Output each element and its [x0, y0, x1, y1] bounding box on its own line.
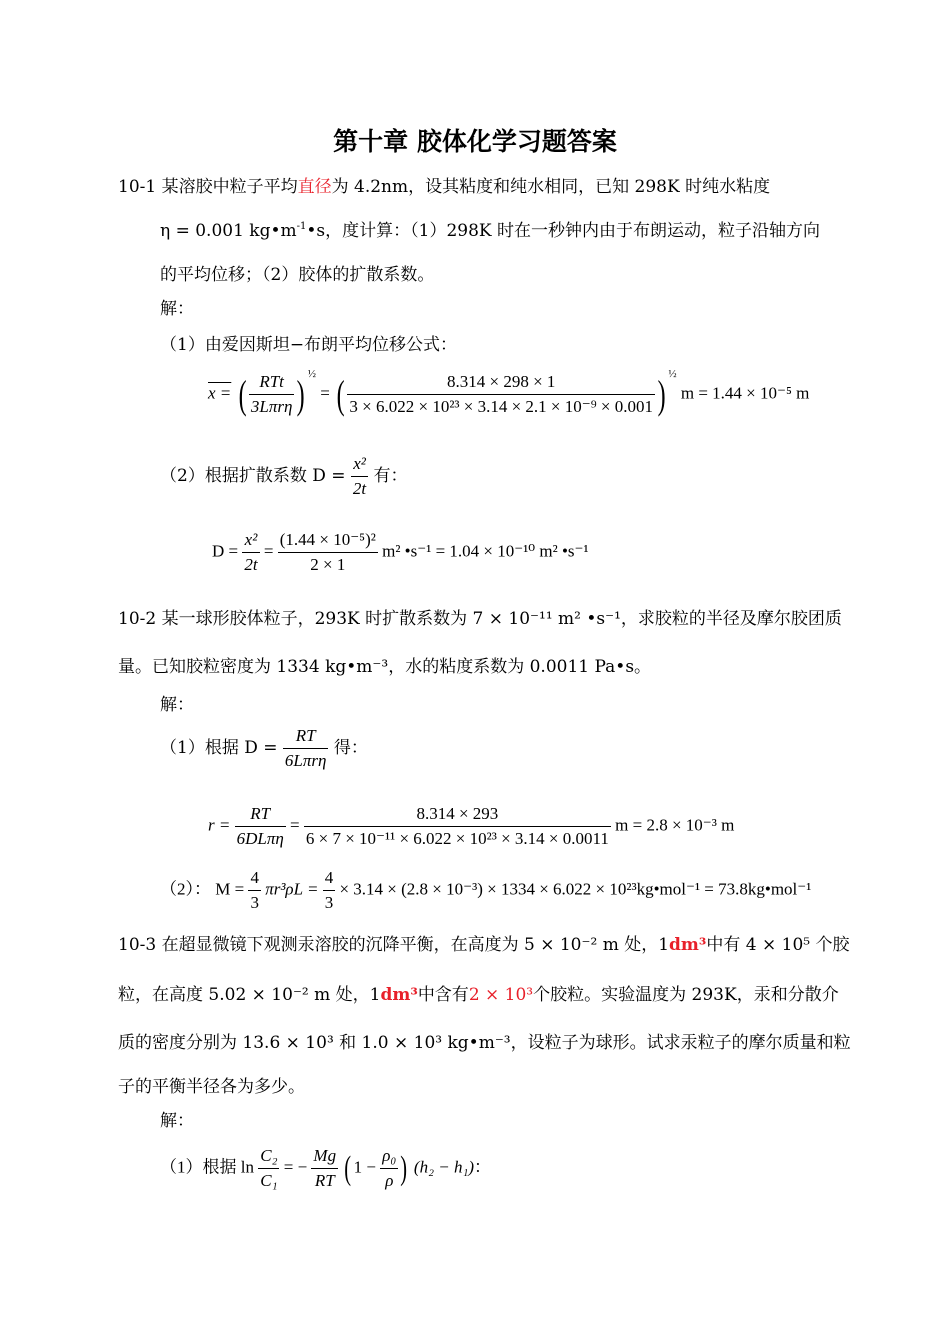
- equation-mean-displacement: x = ( $\frac{\text{RTt}}{\text{3Lπrη}}$ ) ½ = ( $\frac{8.314 \times 298 \times 1}{\text{3 × 6.022 × 10²³ × 3.14 × 2.1 × 10⁻⁹ × 0.001}}$ ) ½ m = 1.44 × 10⁻⁵ m: [208, 368, 810, 417]
- fraction-denominator: 6Lπrη: [284, 751, 327, 770]
- step-text: （2）： M =: [160, 879, 245, 899]
- fraction-numerator: RTt: [249, 372, 295, 395]
- equation-term: πr³ρL =: [265, 879, 319, 899]
- fraction-numerator: C₂: [258, 1146, 279, 1169]
- equation-lhs: D =: [212, 541, 239, 561]
- superscript: -1: [296, 221, 307, 232]
- fraction-numerator: x²: [351, 454, 368, 477]
- problem-10-1-line2: [160, 216, 820, 241]
- equation-result: m = 1.44 × 10⁻⁵ m: [680, 383, 810, 403]
- fraction-denominator: 6DLπη: [236, 829, 284, 848]
- fraction-numerator: 4: [248, 868, 261, 891]
- step-text: 有：: [373, 466, 408, 486]
- highlight-text: 直径: [297, 177, 332, 197]
- equation-term: 1 −: [353, 1157, 377, 1177]
- equation-result: m² •s⁻¹ = 1.04 × 10⁻¹⁰ m² •s⁻¹: [382, 541, 589, 561]
- fraction-denominator: 2t: [352, 479, 367, 498]
- fraction-denominator: 6 × 7 × 10⁻¹¹ × 6.022 × 10²³ × 3.14 × 0.0011: [305, 829, 609, 848]
- fraction-numerator: 8.314 × 298 × 1: [347, 372, 655, 395]
- problem-text: 中含有: [417, 985, 469, 1005]
- equation-result: m = 2.8 × 10⁻³ m: [615, 815, 735, 835]
- problem-text: •s，度计算：（1）298K 时在一秒钟内由于布朗运动，粒子沿轴方向: [306, 221, 821, 241]
- fraction-denominator: 3 × 6.022 × 10²³ × 3.14 × 2.1 × 10⁻⁹ × 0.001: [349, 397, 654, 416]
- equation-term: = −: [283, 1157, 308, 1177]
- problem-text: 个胶粒。实验温度为 293K，汞和分散介: [533, 985, 839, 1005]
- problem-10-2-line2: 量。已知胶粒密度为 1334 kg•m⁻³，水的粘度系数为 0.0011 Pa•s。: [118, 657, 652, 677]
- fraction-denominator: C₁: [260, 1171, 278, 1190]
- equation-lhs: x =: [208, 383, 232, 403]
- problem-10-3-line2: [118, 980, 839, 1005]
- equation-molar-mass: [160, 868, 811, 913]
- fraction-denominator: 3: [250, 893, 259, 912]
- problem-number: 10-1: [118, 177, 157, 197]
- step-text: ：: [474, 1157, 492, 1177]
- fraction-denominator: 2t: [244, 555, 258, 574]
- problem-10-1-line1: [118, 172, 770, 197]
- problem-text: 某溶胶中粒子平均: [161, 177, 298, 197]
- step-text: （1）根据 ln: [160, 1157, 254, 1177]
- step-text: （1）根据 D =: [160, 738, 278, 758]
- exponent: ½: [307, 368, 316, 380]
- problem-text: 10-3 在超显微镜下观测汞溶胶的沉降平衡，在高度为 5 × 10⁻² m 处，1: [118, 935, 670, 955]
- equation-result: × 3.14 × (2.8 × 10⁻³) × 1334 × 6.022 × 10²³kg•mol⁻¹ = 73.8kg•mol⁻¹: [339, 879, 812, 899]
- problem-10-2-line1: 10-2 某一球形胶体粒子，293K 时扩散系数为 7 × 10⁻¹¹ m² •s⁻¹，求胶粒的半径及摩尔胶团质: [118, 609, 842, 629]
- problem-text: 粒，在高度 5.02 × 10⁻² m 处，1: [118, 985, 381, 1005]
- equation-sedimentation: （1）根据 ln $\frac{\text{C₂}}{\text{C₁}}$ = − $\frac{Mg}{RT}$ ( 1 − $\frac{\text{ρ₀}}{\rho}$ ) (h₂ − h₁)：: [160, 1146, 492, 1190]
- problem-10-1-line3: 的平均位移；（2）胶体的扩散系数。: [160, 265, 435, 285]
- exponent: ½: [668, 368, 677, 380]
- fraction-numerator: 4: [323, 868, 336, 891]
- step-text: （2）根据扩散系数 D =: [160, 466, 346, 486]
- step-text: 得：: [333, 738, 368, 758]
- fraction-numerator: ρ₀: [380, 1146, 398, 1169]
- problem-10-3-line1: [118, 930, 849, 955]
- equation-radius: r = $\frac{RT}{\text{6DLπη}}$ = $\frac{8.314 \times 293}{\text{6 × 7 × 10⁻¹¹ × 6.022 × 10²³ × 3.14 × 0.0011}}$ m = 2.8 × 10⁻³ m: [208, 804, 735, 848]
- problem-text: 为 4.2nm，设其粘度和纯水相同，已知 298K 时纯水粘度: [331, 177, 771, 197]
- step-text-radius: [160, 726, 368, 771]
- page-title: 第十章 胶体化学习题答案: [333, 127, 617, 156]
- fraction-denominator: ρ: [385, 1171, 394, 1190]
- solution-label: 解：: [160, 299, 194, 319]
- problem-text: η = 0.001 kg•m: [160, 221, 297, 241]
- fraction-numerator: RT: [235, 804, 286, 827]
- problem-10-3-line4: 子的平衡半径各为多少。: [118, 1077, 305, 1097]
- fraction-numerator: RT: [283, 726, 329, 749]
- highlight-text: dm³: [669, 935, 707, 955]
- step-text-diffusion: [160, 454, 408, 499]
- fraction-denominator: 3Lπrη: [250, 397, 293, 416]
- problem-10-3-line3: 质的密度分别为 13.6 × 10³ 和 1.0 × 10³ kg•m⁻³，设粒子为球形。试求汞粒子的摩尔质量和粒: [118, 1033, 851, 1053]
- highlight-text: dm³: [380, 985, 418, 1005]
- fraction-denominator: RT: [314, 1171, 335, 1190]
- problem-text: 中有 4 × 10⁵ 个胶: [706, 935, 850, 955]
- fraction-numerator: x²: [242, 530, 259, 553]
- highlight-text: 2 × 10³: [468, 985, 534, 1005]
- solution-label: 解：: [160, 1111, 194, 1131]
- equation-lhs: r =: [208, 815, 231, 835]
- fraction-denominator: 3: [324, 893, 334, 912]
- step-text: （1）由爱因斯坦−布朗平均位移公式：: [160, 335, 458, 355]
- equation-diffusion: D = $\frac{\text{x²}}{2t}$ = $\frac{\text{(1.44 × 10⁻⁵)²}}{2 \times 1}$ m² •s⁻¹ = 1.04 × 10⁻¹⁰ m² •s⁻¹: [212, 530, 589, 574]
- fraction-numerator: (1.44 × 10⁻⁵)²: [278, 530, 378, 553]
- fraction-numerator: Mg: [311, 1146, 338, 1169]
- fraction-denominator: 2 × 1: [310, 555, 346, 574]
- solution-label: 解：: [160, 695, 194, 715]
- equation-term: (h₂ − h₁): [413, 1157, 475, 1177]
- fraction-numerator: 8.314 × 293: [304, 804, 611, 827]
